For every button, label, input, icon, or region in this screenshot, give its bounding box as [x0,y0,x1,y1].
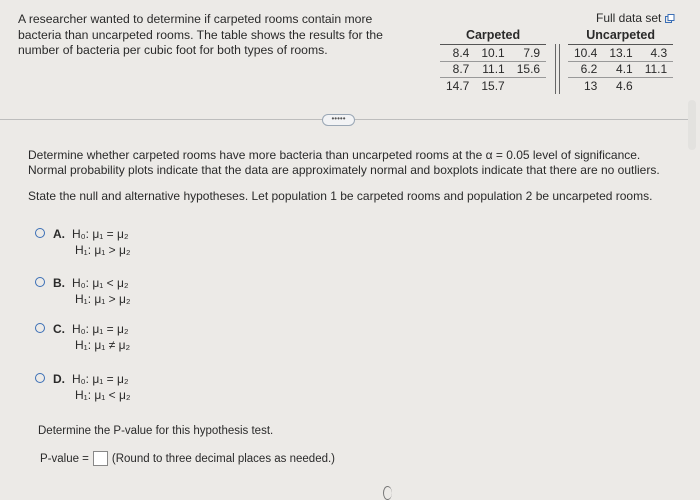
table-cell: 8.4 [440,45,475,62]
option-letter: A. [53,227,65,241]
carpeted-table [440,28,546,94]
table-row [440,45,546,62]
radio-button[interactable] [35,228,45,238]
expand-more-button[interactable]: ••••• [322,114,355,126]
pvalue-prompt: Determine the P-value for this hypothesis test. [38,425,274,437]
table-cell: 13.1 [603,45,638,62]
table-row [440,78,546,94]
table-cell: 4.3 [639,45,673,62]
question-text-2: Normal probability plots indicate that the data are approximately normal and boxplots indicate that there are no outliers. [28,163,660,177]
null-hypothesis: H₀: μ₁ = μ₂ [72,227,129,241]
table-cell: 8.7 [440,61,475,78]
alt-hypothesis: H₁: μ₁ ≠ μ₂ [75,338,131,352]
table-cell: 10.4 [568,45,603,62]
table-divider [555,44,560,94]
problem-intro: A researcher wanted to determine if carpeted rooms contain more bacteria than uncarpeted rooms. The table shows the results for the number of bacteria per cubic foot for both types of rooms. [18,12,383,57]
table-cell: 11.1 [639,61,673,78]
uncarpeted-table [568,28,673,94]
table-cell: 15.7 [475,78,510,94]
copy-icon[interactable] [665,14,675,23]
null-hypothesis: H₀: μ₁ = μ₂ [72,322,129,336]
pvalue-row [40,451,335,466]
pvalue-input[interactable] [93,451,108,466]
table-row [568,45,673,62]
option-letter: B. [53,276,65,290]
table-cell: 4.6 [603,78,638,94]
table-cell: 11.1 [475,61,510,78]
cursor-artifact [383,486,392,500]
null-hypothesis: H₀: μ₁ = μ₂ [72,372,129,386]
radio-button[interactable] [35,277,45,287]
table-row [568,78,673,94]
question-instruction: State the null and alternative hypotheses. Let population 1 be carpeted rooms and population 2 be uncarpeted rooms. [28,189,653,203]
table-cell: 13 [568,78,603,94]
table-cell [511,78,546,94]
table-row [440,61,546,78]
pvalue-label: P-value = [40,452,89,465]
table-cell: 4.1 [603,61,638,78]
alt-hypothesis: H₁: μ₁ > μ₂ [75,243,131,257]
table-cell [639,78,673,94]
table-cell: 15.6 [511,61,546,78]
radio-button[interactable] [35,323,45,333]
null-hypothesis: H₀: μ₁ < μ₂ [72,276,129,290]
radio-button[interactable] [35,373,45,383]
table-cell: 6.2 [568,61,603,78]
full-data-set-link[interactable] [596,11,675,25]
table-cell: 10.1 [475,45,510,62]
uncarpeted-title: Uncarpeted [586,28,655,42]
alt-hypothesis: H₁: μ₁ > μ₂ [75,292,131,306]
carpeted-title: Carpeted [465,28,521,42]
alt-hypothesis: H₁: μ₁ < μ₂ [75,388,131,402]
question-text-1: Determine whether carpeted rooms have more bacteria than uncarpeted rooms at the α = 0.05 level of significance. [28,148,641,162]
table-cell: 14.7 [440,78,475,94]
full-data-set-label: Full data set [596,11,662,25]
scrollbar[interactable] [688,100,696,150]
table-row [568,61,673,78]
option-letter: C. [53,322,65,336]
table-cell: 7.9 [511,45,546,62]
rounding-hint: (Round to three decimal places as needed.) [111,452,336,465]
option-letter: D. [53,372,65,386]
